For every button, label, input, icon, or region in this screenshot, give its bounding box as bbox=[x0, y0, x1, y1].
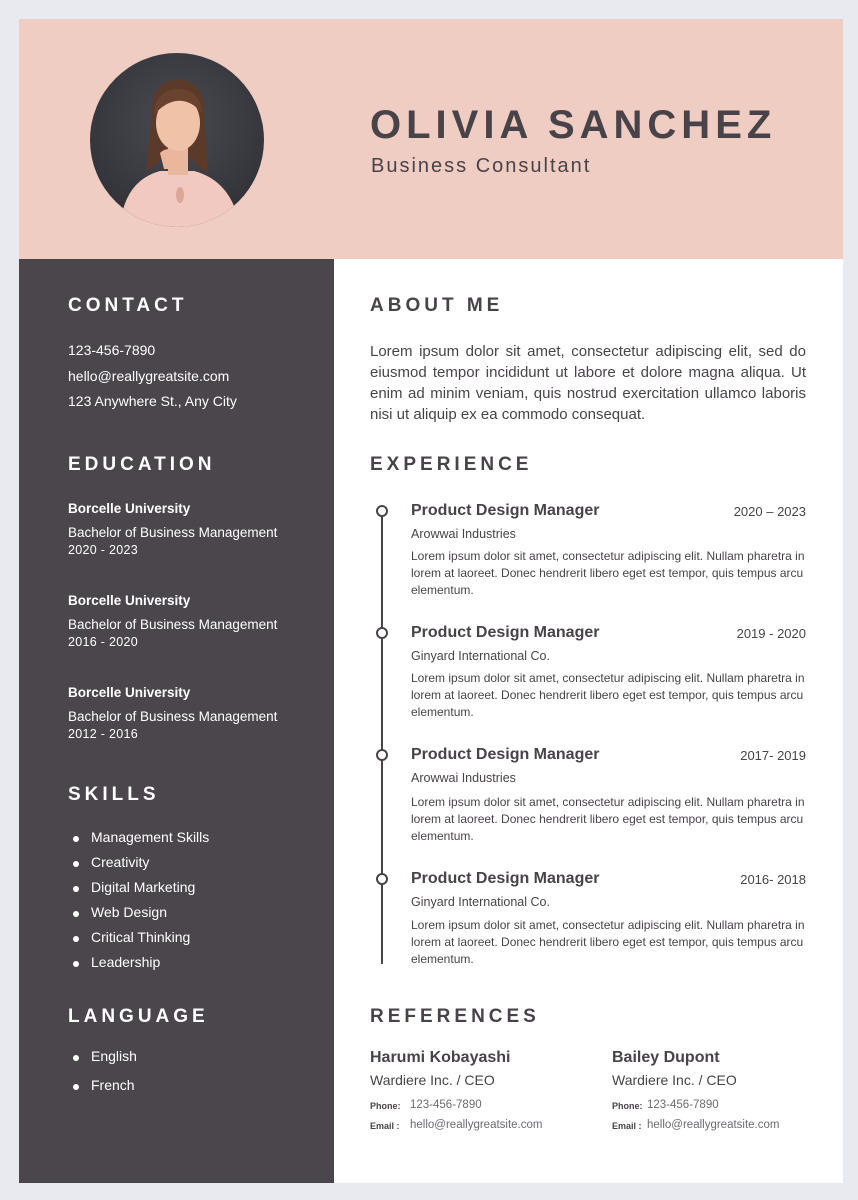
experience-company: Ginyard International Co. bbox=[411, 649, 550, 663]
about-text: Lorem ipsum dolor sit amet, consectetur adipiscing elit, sed do eiusmod tempor incididunt ut labore et dolore magna aliqua. Ut enim ad minim veniam, quis nostrud exercitation ullamco laboris nisi ut aliquip ex ea commodo consequat. bbox=[370, 343, 806, 423]
candidate-name: OLIVIA SANCHEZ bbox=[370, 103, 777, 147]
skill-item: Management Skills bbox=[73, 829, 209, 854]
reference-name: Bailey Dupont bbox=[612, 1049, 720, 1066]
skill-item: Leadership bbox=[73, 954, 209, 979]
education-degree: Bachelor of Business Management bbox=[68, 525, 278, 540]
contact-phone: 123-456-7890 bbox=[68, 342, 156, 358]
skills-heading: SKILLS bbox=[68, 784, 160, 805]
reference-phone-label: Phone: bbox=[612, 1101, 643, 1111]
timeline-line bbox=[381, 514, 383, 964]
education-school: Borcelle University bbox=[68, 501, 191, 516]
language-heading: LANGUAGE bbox=[68, 1006, 209, 1027]
education-school: Borcelle University bbox=[68, 593, 191, 608]
experience-company: Arowwai Industries bbox=[411, 527, 516, 541]
language-item: French bbox=[73, 1077, 137, 1106]
reference-role: Wardiere Inc. / CEO bbox=[370, 1072, 495, 1088]
experience-description: Lorem ipsum dolor sit amet, consectetur adipiscing elit. Nullam pharetra in lorem at laoreet. Donec hendrerit libero eget est tempor, quis tempus arcu elementum. bbox=[411, 795, 805, 843]
timeline-dot-icon bbox=[376, 627, 388, 639]
resume-header bbox=[19, 19, 843, 259]
skill-item: Digital Marketing bbox=[73, 879, 209, 904]
reference-email-label: Email : bbox=[370, 1121, 400, 1131]
sidebar bbox=[19, 259, 334, 1183]
contact-heading: CONTACT bbox=[68, 295, 188, 316]
person-portrait-icon bbox=[90, 53, 264, 227]
experience-years: 2017- 2019 bbox=[740, 748, 806, 763]
experience-role: Product Design Manager bbox=[411, 746, 600, 763]
experience-description: Lorem ipsum dolor sit amet, consectetur adipiscing elit. Nullam pharetra in lorem at laoreet. Donec hendrerit libero eget est tempor, quis tempus arcu elementum. bbox=[411, 549, 805, 597]
language-list bbox=[73, 1048, 137, 1106]
reference-phone: 123-456-7890 bbox=[410, 1099, 482, 1111]
education-years: 2016 - 2020 bbox=[68, 635, 139, 649]
reference-email-label: Email : bbox=[612, 1121, 642, 1131]
education-years: 2020 - 2023 bbox=[68, 543, 139, 557]
reference-email: hello@reallygreatsite.com bbox=[647, 1119, 780, 1131]
education-school: Borcelle University bbox=[68, 685, 191, 700]
experience-description: Lorem ipsum dolor sit amet, consectetur adipiscing elit. Nullam pharetra in lorem at laoreet. Donec hendrerit libero eget est tempor, quis tempus arcu elementum. bbox=[411, 918, 805, 966]
main-content bbox=[334, 259, 843, 1183]
experience-company: Ginyard International Co. bbox=[411, 895, 550, 909]
skill-item: Critical Thinking bbox=[73, 929, 209, 954]
timeline-dot-icon bbox=[376, 505, 388, 517]
reference-phone: 123-456-7890 bbox=[647, 1099, 719, 1111]
skill-item: Web Design bbox=[73, 904, 209, 929]
reference-phone-label: Phone: bbox=[370, 1101, 401, 1111]
reference-role: Wardiere Inc. / CEO bbox=[612, 1072, 737, 1088]
contact-email: hello@reallygreatsite.com bbox=[68, 368, 230, 384]
candidate-title: Business Consultant bbox=[371, 155, 592, 177]
experience-years: 2016- 2018 bbox=[740, 872, 806, 887]
experience-company: Arowwai Industries bbox=[411, 771, 516, 785]
experience-description: Lorem ipsum dolor sit amet, consectetur adipiscing elit. Nullam pharetra in lorem at laoreet. Donec hendrerit libero eget est tempor, quis tempus arcu elementum. bbox=[411, 671, 805, 719]
language-item: English bbox=[73, 1048, 137, 1077]
about-heading: ABOUT ME bbox=[370, 295, 504, 316]
experience-role: Product Design Manager bbox=[411, 502, 600, 519]
education-degree: Bachelor of Business Management bbox=[68, 617, 278, 632]
skill-item: Creativity bbox=[73, 854, 209, 879]
education-degree: Bachelor of Business Management bbox=[68, 709, 278, 724]
timeline-dot-icon bbox=[376, 749, 388, 761]
reference-email: hello@reallygreatsite.com bbox=[410, 1119, 543, 1131]
education-years: 2012 - 2016 bbox=[68, 727, 139, 741]
experience-years: 2019 - 2020 bbox=[736, 626, 806, 641]
education-heading: EDUCATION bbox=[68, 454, 216, 475]
contact-address: 123 Anywhere St., Any City bbox=[68, 393, 237, 409]
reference-name: Harumi Kobayashi bbox=[370, 1049, 511, 1066]
experience-role: Product Design Manager bbox=[411, 870, 600, 887]
skills-list bbox=[73, 829, 209, 979]
experience-role: Product Design Manager bbox=[411, 624, 600, 641]
resume-page bbox=[19, 19, 843, 1183]
profile-photo bbox=[90, 53, 264, 227]
experience-heading: EXPERIENCE bbox=[370, 454, 533, 475]
references-heading: REFERENCES bbox=[370, 1006, 540, 1027]
timeline-dot-icon bbox=[376, 873, 388, 885]
experience-years: 2020 – 2023 bbox=[733, 504, 806, 519]
